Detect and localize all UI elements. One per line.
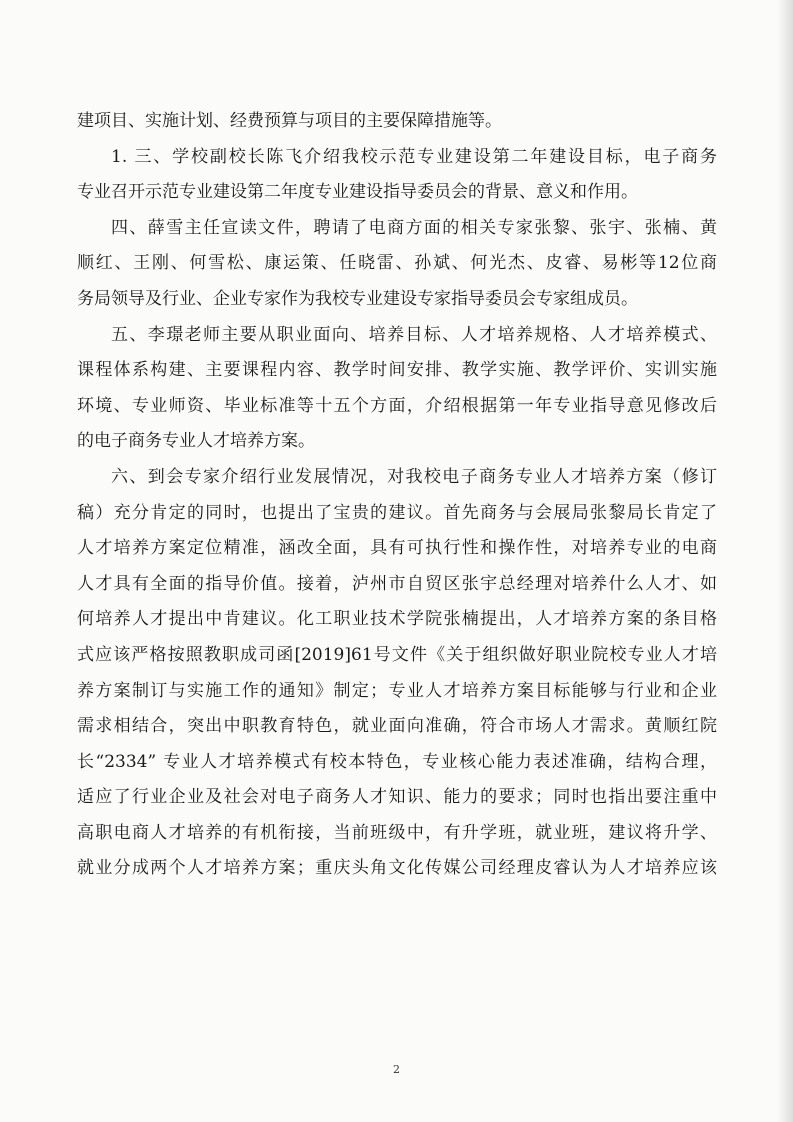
text-line: 适应了行业企业及社会对电子商务人才知识、能力的要求；同时也指出要注重中	[77, 787, 717, 808]
text-line: 环境、专业师资、毕业标准等十五个方面，介绍根据第一年专业指导意见修改后	[77, 395, 717, 416]
text-line: 的电子商务专业人才培养方案。	[77, 431, 315, 452]
text-line: 专业召开示范专业建设第二年度专业建设指导委员会的背景、意义和作用。	[77, 182, 638, 203]
text-line: 顺红、王刚、何雪松、康运策、任晓雷、孙斌、何光杰、皮睿、易彬等12位商	[77, 253, 717, 274]
text-line: 高职电商人才培养的有机衔接，当前班级中，有升学班，就业班，建议将升学、	[77, 822, 717, 843]
text-line: 建项目、实施计划、经费预算与项目的主要保障措施等。	[77, 111, 502, 131]
paragraph	[77, 211, 717, 318]
text-line: 何培养人才提出中肯建议。化工职业技术学院张楠提出，人才培养方案的条目格	[77, 609, 717, 630]
paragraph	[77, 460, 717, 887]
text-line: 人才培养方案定位精准，涵改全面，具有可执行性和操作性，对培养专业的电商	[77, 538, 717, 559]
text-line: 式应该严格按照教职成司函[2019]61号文件《关于组织做好职业院校专业人才培	[77, 644, 717, 665]
text-line: 课程体系构建、主要课程内容、教学时间安排、教学实施、教学评价、实训实施	[77, 360, 717, 381]
paragraph	[77, 140, 717, 211]
page-edge-shadow	[777, 0, 793, 1122]
text-line: 长“2334” 专业人才培养模式有校本特色，专业核心能力表述准确，结构合理，	[77, 751, 717, 772]
text-line: 养方案制订与实施工作的通知》制定；专业人才培养方案目标能够与行业和企业	[77, 680, 717, 701]
text-line: 1. 三、学校副校长陈飞介绍我校示范专业建设第二年建设目标，电子商务	[111, 146, 717, 167]
text-line: 四、薛雪主任宣读文件，聘请了电商方面的相关专家张黎、张宇、张楠、黄	[111, 217, 717, 238]
text-line: 需求相结合，突出中职教育特色，就业面向准确，符合市场人才需求。黄顺红院	[77, 716, 717, 737]
text-line: 就业分成两个人才培养方案；重庆头角文化传媒公司经理皮睿认为人才培养应该	[77, 858, 717, 879]
paragraph	[77, 318, 717, 460]
page-number: 2	[393, 1063, 400, 1076]
text-line: 稿）充分肯定的同时，也提出了宝贵的建议。首先商务与会展局张黎局长肯定了	[77, 502, 717, 523]
text-line: 六、到会专家介绍行业发展情况，对我校电子商务专业人才培养方案（修订	[111, 466, 717, 487]
document-body	[77, 104, 717, 887]
text-line: 务局领导及行业、企业专家作为我校专业建设专家指导委员会专家组成员。	[77, 288, 638, 309]
text-line: 五、李璟老师主要从职业面向、培养目标、人才培养规格、人才培养模式、	[111, 324, 717, 345]
text-line: 人才具有全面的指导价值。接着，泸州市自贸区张宇总经理对培养什么人才、如	[77, 573, 717, 594]
paragraph	[77, 104, 717, 140]
